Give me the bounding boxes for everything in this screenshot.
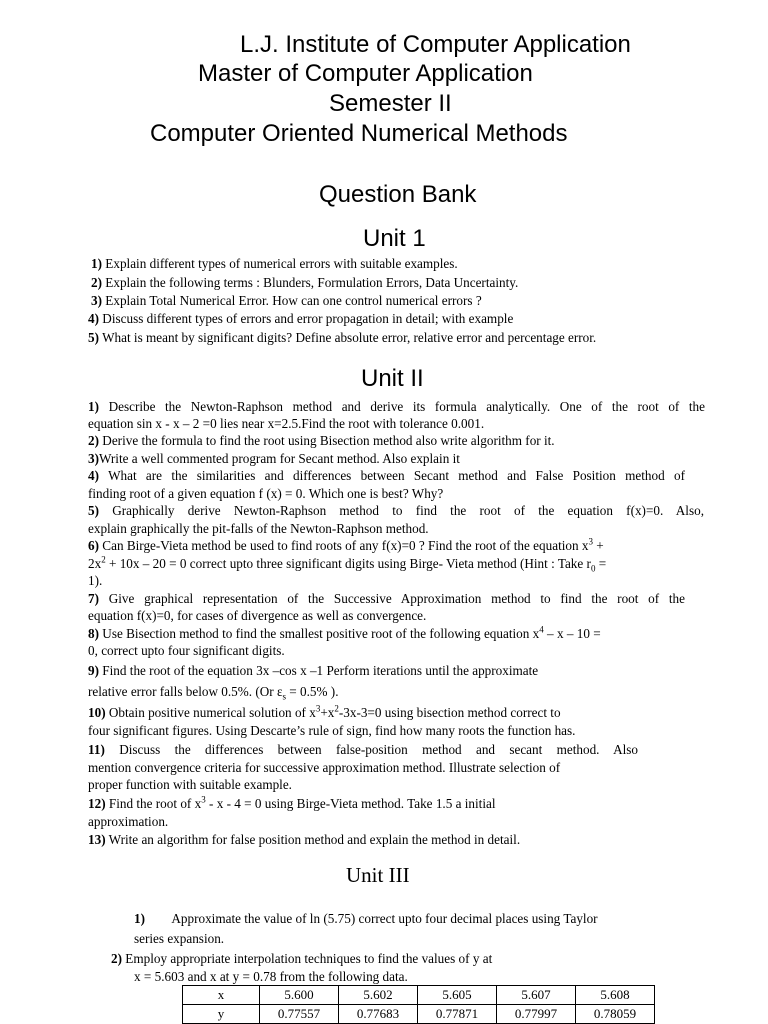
table-cell: 5.600 [260,986,339,1005]
unit2-question-10-line-1: 10) Obtain positive numerical solution of $x^3+x^2-3x-3=0$ using bisection method correct to [88,703,561,720]
unit2-question-9-line-1: 9) Find the root of the equation 3x –cos x –1 Perform iterations until the approximate [88,663,539,678]
table-cell: 5.607 [497,986,576,1005]
unit2-question-5-line-1: 5) Graphically derive Newton-Raphson method to find the root of the equation f(x)=0. Also, [88,503,704,518]
unit2-question-6-line-3: 1). [88,573,103,588]
table-cell: 0.77997 [497,1005,576,1024]
table-cell: 0.77557 [260,1005,339,1024]
unit2-question-12-line-2: approximation. [88,814,169,829]
table-row [183,1005,655,1024]
table-cell: y [183,1005,260,1024]
document-page: L.J. Institute of Computer Application Master of Computer Application Semester II Computer Oriented Numerical Methods Question Bank Unit 1 1) Explain different types of numerical errors with suitable examples. 2) Explain the following terms : Blunders, Formulation Errors, Data Uncertainty. 3) Explain Total Numerical Error. How can one control numerical errors ? 4) Discuss different types of errors and error propagation in detail; with example 5) What is meant by significant digits? Define absolute error, relative error and percentage error. Unit II 1) Describe the Newton-Raphson method and derive its formula analytically. One of the root of the equation sin x - x – 2 =0 lies near x=2.5.Find the root with tolerance 0.001. 2) Derive the formula to find the root using Bisection method also write algorithm for it. 3)Write a well commented program for Secant method. Also explain it 4) What are the similarities and differences between Secant method and False Position method of finding root of a given equation f (x) = 0. Which one is best? Why? 5) Graphically derive Newton-Raphson method to find the root of the equation f(x)=0. Also, explain graphically the pit-falls of the Newton-Raphson method. 6) Can Birge-Vieta method be used to find roots of any f(x)=0 ? Find the root of the equation $x^3$ + $2x^2 + 10x - 20 = 0$ correct upto three significant digits using Birge- Vieta method (Hint : Take $r_0$ = 1). 7) Give graphical representation of the Successive Approximation method to find the root of the equation f(x)=0, for cases of divergence as well as convergence. 8) Use Bisection method to find the smallest positive root of the following equation $x^4$ – x – 10 = 0, correct upto four significant digits. 9) Find the root of the equation 3x –cos x –1 Perform iterations until the approximate relative error falls below 0.5%. (Or $\varepsilon_s = 0.5\%$ ). 10) Obtain positive numerical solution of $x^3+x^2-3x-3=0$ using bisection method correct to four significant figures. Using Descarte’s rule of sign, find how many roots the function has. 11) Discuss the differences between false-position method and secant method. Also mention convergence criteria for successive approximation method. Illustrate selection of proper function with suitable example. 12) Find the root of $x^3 - x - 4 = 0$ using Birge-Vieta method. Take 1.5 a initial approximation. 13) Write an algorithm for false position method and explain the method in detail. Unit III 1) Approximate the value of ln (5.75) correct upto four decimal places using Taylor series expansion. 2) Employ appropriate interpolation techniques to find the values of y at x = 5.603 and x at y = 0.78 from the following data. x 5.600 5.602 5.605 5.607 5.608 y 0.77557 0.77683 0.77871 0.77997 0.78059 [0,0,768,1024]
unit2-question-4-line-1: 4) What are the similarities and differences between Secant method and False Position method of [88,468,685,483]
unit2-question-3: 3)Write a well commented program for Secant method. Also explain it [88,451,460,466]
unit1-question-1: 1) Explain different types of numerical errors with suitable examples. [91,256,458,271]
unit3-question-1-line-2: series expansion. [134,931,225,946]
unit2-question-9-line-2: relative error falls below 0.5%. (Or $\varepsilon_s = 0.5\%$ ). [88,684,339,702]
unit1-question-5: 5) What is meant by significant digits? Define absolute error, relative error and percentage error. [88,330,597,345]
table-cell: 5.605 [418,986,497,1005]
unit2-question-11-line-2: mention convergence criteria for successive approximation method. Illustrate selection of [88,760,561,775]
unit2-question-6-line-1: 6) Can Birge-Vieta method be used to find roots of any f(x)=0 ? Find the root of the equation $x^3$ + [88,536,604,553]
table-cell: 5.602 [339,986,418,1005]
table-row [183,986,655,1005]
unit3-question-1-line-1: 1) Approximate the value of ln (5.75) correct upto four decimal places using Taylor [134,911,598,926]
unit2-question-13: 13) Write an algorithm for false position method and explain the method in detail. [88,832,521,847]
unit2-question-10-line-2: four significant figures. Using Descarte’s rule of sign, find how many roots the function has. [88,723,576,738]
unit2-question-11-line-1: 11) Discuss the differences between false-position method and secant method. Also [88,742,639,757]
unit3-question-2-line-2: x = 5.603 and x at y = 0.78 from the following data. [134,969,408,984]
unit2-question-7-line-2: equation f(x)=0, for cases of divergence as well as convergence. [88,608,427,623]
unit1-question-3: 3) Explain Total Numerical Error. How can one control numerical errors ? [91,293,482,308]
unit1-question-4: 4) Discuss different types of errors and error propagation in detail; with example [88,311,514,326]
unit2-question-12-line-1: 12) Find the root of $x^3 - x - 4 = 0$ using Birge-Vieta method. Take 1.5 a initial [88,794,496,811]
table-cell: 0.77871 [418,1005,497,1024]
table-cell: 0.78059 [576,1005,655,1024]
unit2-question-8-line-2: 0, correct upto four significant digits. [88,643,285,658]
unit2-question-1-line-1: 1) Describe the Newton-Raphson method and derive its formula analytically. One of the root of the [88,399,705,414]
unit2-question-6-line-2: $2x^2 + 10x - 20 = 0$ correct upto three significant digits using Birge- Vieta method (Hint : Take $r_0$ = [88,554,607,574]
table-cell: 5.608 [576,986,655,1005]
interpolation-data-table [182,985,655,1024]
unit2-question-11-line-3: proper function with suitable example. [88,777,292,792]
unit2-question-8-line-1: 8) Use Bisection method to find the smallest positive root of the following equation $x^4$ – x – 10 = [88,624,601,641]
unit2-question-5-line-2: explain graphically the pit-falls of the Newton-Raphson method. [88,521,429,536]
table-cell: x [183,986,260,1005]
unit2-question-1-line-2: equation sin x - x – 2 =0 lies near x=2.5.Find the root with tolerance 0.001. [88,416,485,431]
unit2-question-2: 2) Derive the formula to find the root using Bisection method also write algorithm for it. [88,433,555,448]
unit1-question-2: 2) Explain the following terms : Blunders, Formulation Errors, Data Uncertainty. [91,275,519,290]
unit2-question-4-line-2: finding root of a given equation f (x) = 0. Which one is best? Why? [88,486,444,501]
unit2-question-7-line-1: 7) Give graphical representation of the Successive Approximation method to find the root of the [88,591,685,606]
table-cell: 0.77683 [339,1005,418,1024]
unit3-question-2-line-1: 2) Employ appropriate interpolation techniques to find the values of y at [111,951,493,966]
